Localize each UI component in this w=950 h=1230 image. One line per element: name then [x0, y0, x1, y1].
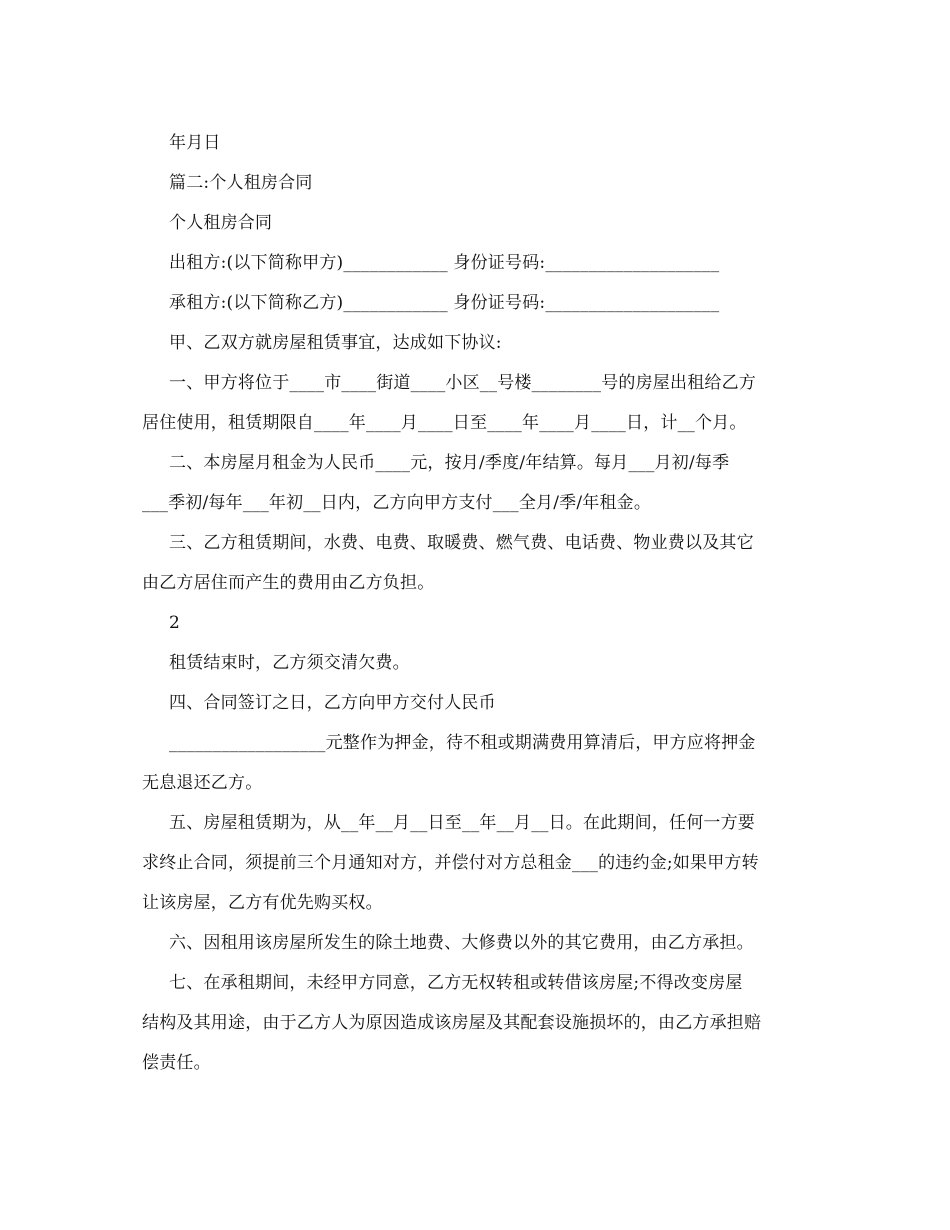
lessor-line: 出租方:(以下简称甲方)____________ 身份证号码:____________________ [169, 253, 720, 273]
clause-1-line-2: 居住使用，租赁期限自____年____月____日至____年____月____日，计__个月。 [142, 413, 747, 433]
clause-2-line-2: ___季初/每年___年初__日内，乙方向甲方支付___全月/季/年租金。 [142, 493, 652, 513]
clause-1-line-1: 一、甲方将位于____市____街道____小区__号楼________号的房屋出租给乙方 [169, 373, 756, 393]
date-line: 年月日 [169, 133, 221, 153]
clause-7-line-3: 偿责任。 [142, 1053, 211, 1073]
clause-3-line-3: 租赁结束时，乙方须交清欠费。 [169, 653, 410, 673]
clause-5-line-2: 求终止合同，须提前三个月通知对方，并偿付对方总租金___的违约金;如果甲方转 [142, 853, 759, 873]
lessee-line: 承租方:(以下简称乙方)____________ 身份证号码:____________________ [169, 293, 720, 313]
contract-title: 个人租房合同 [169, 213, 273, 233]
clause-7-line-2: 结构及其用途，由于乙方人为原因造成该房屋及其配套设施损坏的，由乙方承担赔 [142, 1013, 762, 1033]
clause-6-line-1: 六、因租用该房屋所发生的除土地费、大修费以外的其它费用，由乙方承担。 [169, 933, 754, 953]
document-body [142, 123, 802, 1083]
clause-5-line-1: 五、房屋租赁期为，从__年__月__日至__年__月__日。在此期间，任何一方要 [169, 813, 755, 833]
clause-5-line-3: 让该房屋，乙方有优先购买权。 [142, 893, 383, 913]
page-number: 2 [169, 613, 181, 633]
clause-4-line-2: __________________元整作为押金，待不租或期满费用算清后，甲方应将押金 [169, 733, 756, 753]
clause-3-line-1: 三、乙方租赁期间，水费、电费、取暖费、燃气费、电话费、物业费以及其它 [169, 533, 754, 553]
clause-2-line-1: 二、本房屋月租金为人民币____元，按月/季度/年结算。每月___月初/每季 [169, 453, 730, 473]
agreement-intro: 甲、乙双方就房屋租赁事宜，达成如下协议: [169, 333, 502, 353]
section-heading: 篇二:个人租房合同 [169, 173, 313, 193]
clause-4-line-1: 四、合同签订之日，乙方向甲方交付人民币 [169, 693, 496, 713]
clause-3-line-2: 由乙方居住而产生的费用由乙方负担。 [142, 573, 435, 593]
clause-4-line-3: 无息退还乙方。 [142, 773, 263, 793]
clause-7-line-1: 七、在承租期间，未经甲方同意，乙方无权转租或转借该房屋;不得改变房屋 [169, 973, 743, 993]
